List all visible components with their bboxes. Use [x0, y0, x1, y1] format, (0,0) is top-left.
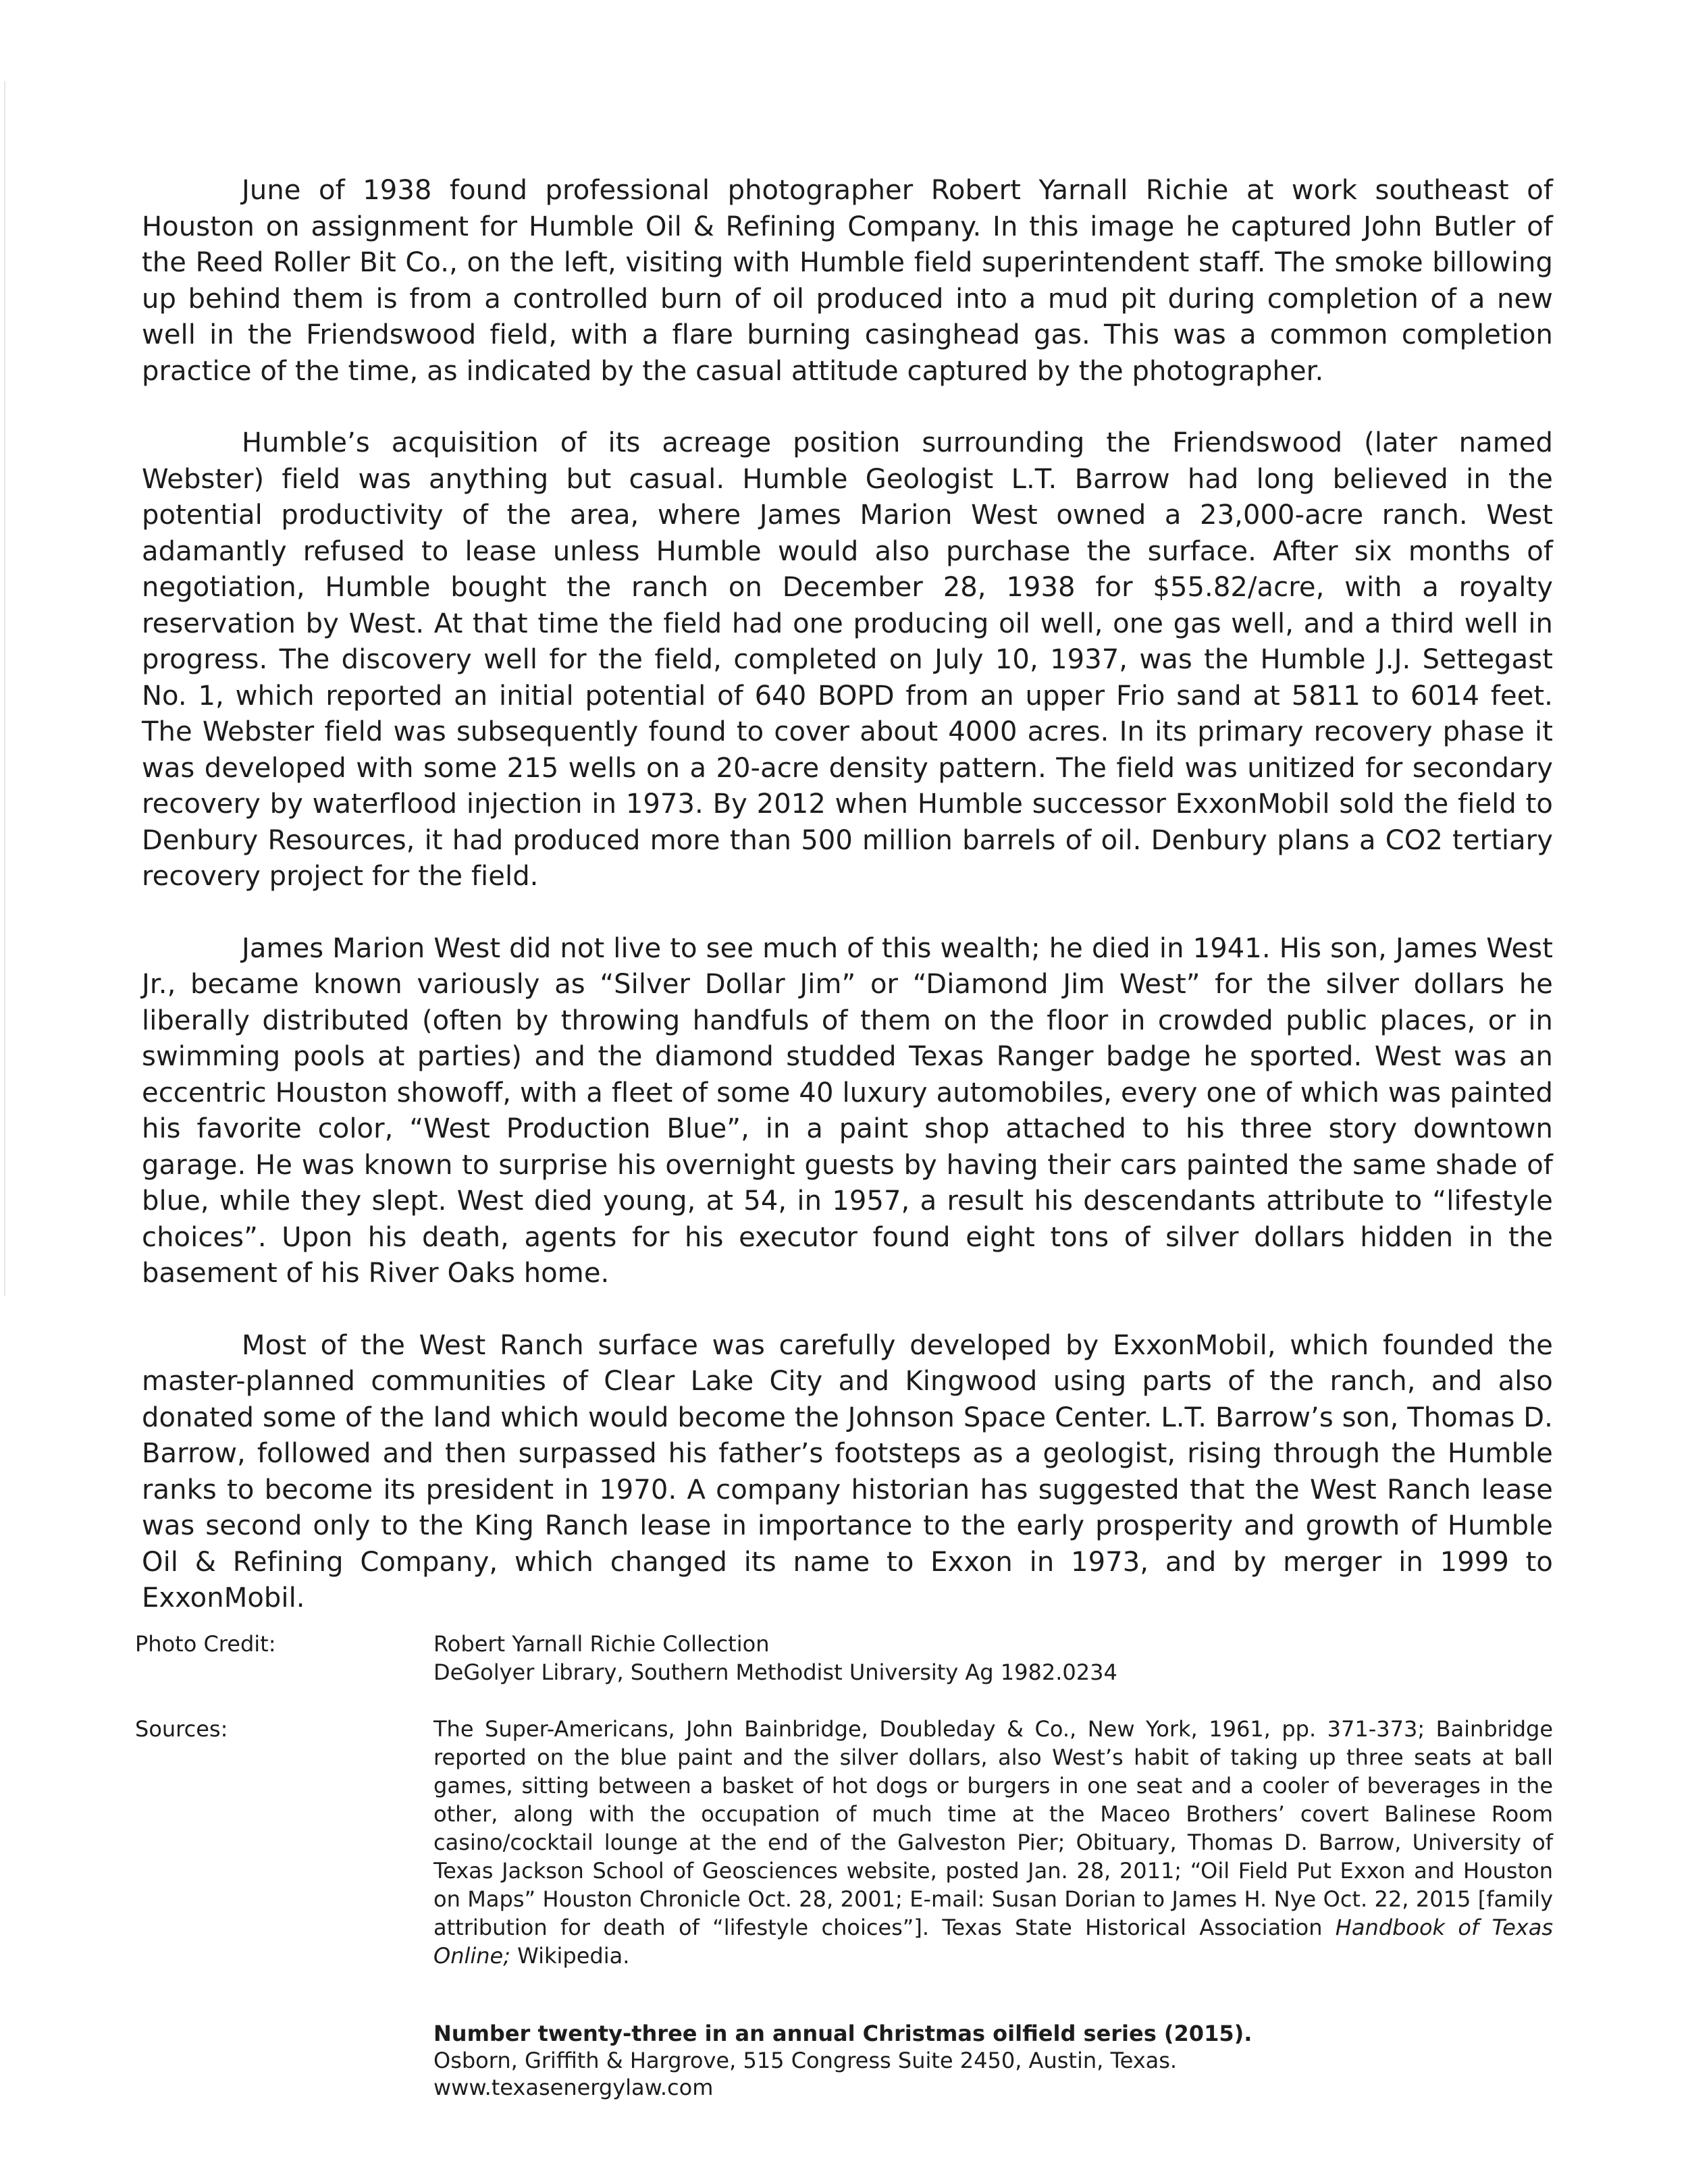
- article-body: [142, 173, 1553, 1653]
- series-title: Number twenty-three in an annual Christmas oilfield series (2015).: [433, 2021, 1252, 2046]
- sources-label: Sources:: [135, 1716, 228, 1742]
- page-edge-shadow: [4, 81, 5, 1296]
- sources-italic-title: Handbook of Texas Online;: [433, 1915, 1554, 1969]
- paragraph-acreage-acquisition: Humble’s acquisition of its acreage position surrounding the Friendswood (later named Webster) field was anything but casual. Humble Geologist L.T. Barrow had long believed in the potential productivity of the area, where James Marion West owned a 23,000-acre ranch. West adamantly refused to lease unless Humble would also purchase the surface. After six months of negotiation, Humble bought the ranch on December 28, 1938 for $55.82/acre, with a royalty reservation by West. At that time the field had one producing oil well, one gas well, and a third well in progress. The discovery well for the field, completed on July 10, 1937, was the Humble J.J. Settegast No. 1, which reported an initial potential of 640 BOPD from an upper Frio sand at 5811 to 6014 feet. The Webster field was subsequently found to cover about 4000 acres. In its primary recovery phase it was developed with some 215 wells on a 20-acre density pattern. The field was unitized for secondary recovery by waterflood injection in 1973. By 2012 when Humble successor ExxonMobil sold the field to Denbury Resources, it had produced more than 500 million barrels of oil. Denbury plans a CO2 tertiary recovery project for the field.: [142, 427, 1553, 892]
- paragraph-west-family: James Marion West did not live to see much of this wealth; he died in 1941. His son, James West Jr., became known variously as “Silver Dollar Jim” or “Diamond Jim West” for the silver dollars he liberally distributed (often by throwing handfuls of them on the floor in crowded public places, or in swimming pools at parties) and the diamond studded Texas Ranger badge he sported. West was an eccentric Houston showoff, with a fleet of some 40 luxury automobiles, every one of which was painted his favorite color, “West Production Blue”, in a paint shop attached to his three story downtown garage. He was known to surprise his overnight guests by having their cars painted the same shade of blue, while they slept. West died young, at 54, in 1957, a result his descendants attribute to “lifestyle choices”. Upon his death, agents for his executor found eight tons of silver dollars hidden in the basement of his River Oaks home.: [142, 932, 1553, 1289]
- sources-value: [433, 1715, 1553, 1970]
- paragraph-photo-description: June of 1938 found professional photographer Robert Yarnall Richie at work southeast of Houston on assignment for Humble Oil & Refining Company. In this image he captured John Butler of the Reed Roller Bit Co., on the left, visiting with Humble field superintendent staff. The smoke billowing up behind them is from a controlled burn of oil produced into a mud pit during completion of a new well in the Friendswood field, with a flare burning casinghead gas. This was a common completion practice of the time, as indicated by the casual attitude captured by the photographer.: [142, 175, 1553, 387]
- photo-credit-label: Photo Credit:: [135, 1631, 276, 1657]
- sources-text: The Super-Americans, John Bainbridge, Doubleday & Co., New York, 1961, pp. 371-373; Bainbridge reported on the blue paint and the silver dollars, also West’s habit of taking up three seats at ball games, sitting between a basket of hot dogs or burgers in one seat and a cooler of beverages in the other, along with the occupation of much time at the Maceo Brothers’ covert Balinese Room casino/cocktail lounge at the end of the Galveston Pier; Obituary, Thomas D. Barrow, University of Texas Jackson School of Geosciences website, posted Jan. 28, 2011; “Oil Field Put Exxon and Houston on Maps” Houston Chronicle Oct. 28, 2001; E-mail: Susan Dorian to James H. Nye Oct. 22, 2015 [family attribution for death of “lifestyle choices”]. Texas State Historical Association: [433, 1716, 1553, 1940]
- series-footer: [433, 2020, 1581, 2101]
- firm-website: www.texasenergylaw.com: [433, 2075, 714, 2100]
- photo-credit-line-1: Robert Yarnall Richie Collection: [433, 1631, 770, 1657]
- photo-credit-row: [135, 1630, 1553, 1686]
- paragraph-ranch-development: Most of the West Ranch surface was carefully developed by ExxonMobil, which founded the master-planned communities of Clear Lake City and Kingwood using parts of the ranch, and also donated some of the land which would become the Johnson Space Center. L.T. Barrow’s son, Thomas D. Barrow, followed and then surpassed his father’s footsteps as a geologist, rising through the Humble ranks to become its president in 1970. A company historian has suggested that the West Ranch lease was second only to the King Ranch lease in importance to the early prosperity and growth of Humble Oil & Refining Company, which changed its name to Exxon in 1973, and by merger in 1999 to ExxonMobil.: [142, 1329, 1553, 1614]
- sources-row: [135, 1715, 1553, 1970]
- credits-section: [135, 1630, 1553, 1970]
- firm-address: Osborn, Griffith & Hargrove, 515 Congress Suite 2450, Austin, Texas.: [433, 2048, 1178, 2073]
- sources-text-end: Wikipedia.: [510, 1943, 630, 1969]
- photo-credit-line-2: DeGolyer Library, Southern Methodist University Ag 1982.0234: [433, 1659, 1117, 1685]
- photo-credit-value: [433, 1630, 1553, 1686]
